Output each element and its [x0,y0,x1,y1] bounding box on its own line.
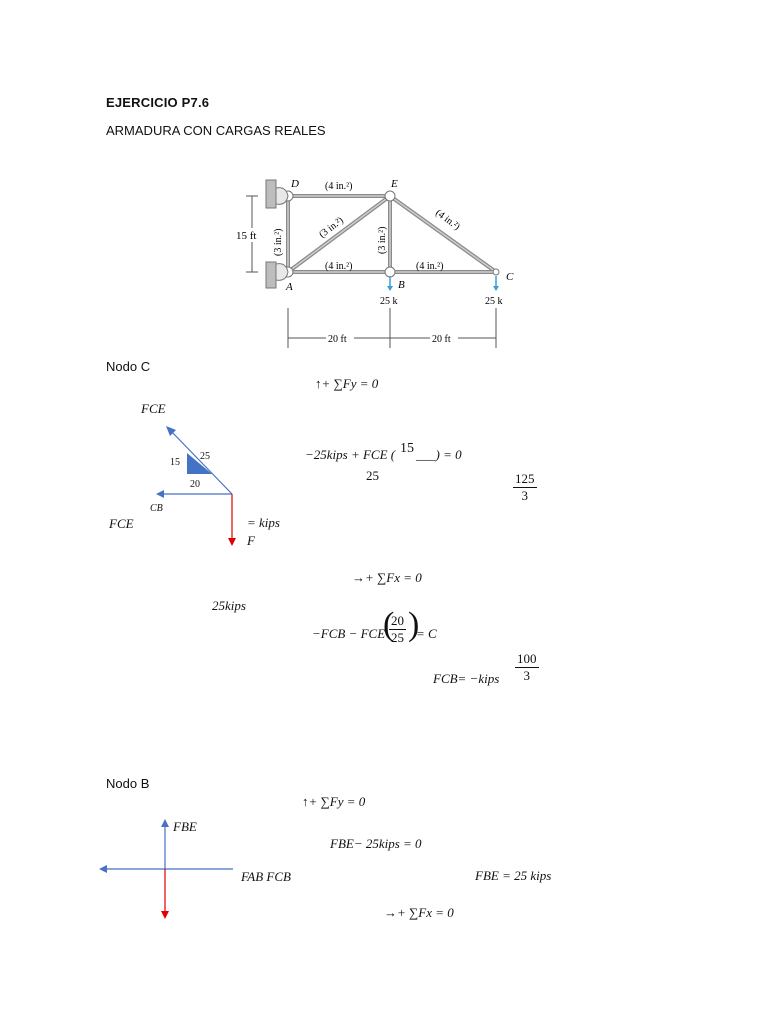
label-fab-fcb: FAB FCB [241,869,291,884]
label-f: F [247,533,255,548]
result-b-1: FBE = 25 kips [475,868,552,883]
equation-2-right: = C [416,626,437,641]
free-body-diagram-b [95,815,245,925]
height-dimension-label: 15 ft [236,230,257,242]
result-2-left: FCB= −kips [433,671,500,686]
equation-sum-fx-c: →+ ∑Fx = 0 [352,570,422,585]
area-label-BC: (4 in.²) [416,261,444,272]
result-2-fraction [515,651,539,684]
node-label-E: E [391,178,398,190]
label-cb: CB [150,503,163,514]
area-label-EB: (3 in.²) [377,226,388,254]
joint-B [385,267,395,277]
equation-2-fraction [389,613,406,646]
equation-2-left: −FCB − FCE [312,626,386,641]
joint-C [493,269,499,275]
equation-1-left: −25kips + FCE ( [305,447,396,462]
node-label-D: D [291,178,299,190]
section-label-nodo-b: Nodo B [106,776,150,791]
label-fce-top: FCE [141,401,166,416]
equation-sum-fy-c: ↑+ ∑Fy = 0 [315,376,379,391]
result-1-fraction [513,471,537,504]
area-label-AE: (3 in.²) [317,215,346,241]
equation-b-1: FBE− 25kips = 0 [330,836,422,851]
joint-E [385,191,395,201]
equation-1-right: ___) = 0 [416,447,462,462]
node-label-A: A [286,281,293,293]
span-label-2: 20 ft [432,334,451,345]
triangle-side-20: 20 [190,479,200,490]
page-subtitle: ARMADURA CON CARGAS REALES [106,123,326,138]
result-2-numerator: 100 [517,651,537,666]
page-title: EJERCICIO P7.6 [106,95,210,110]
equation-sum-fy-b: ↑+ ∑Fy = 0 [302,794,366,809]
area-label-DA: (3 in.²) [273,228,284,256]
section-label-nodo-c: Nodo C [106,359,151,374]
node-label-B: B [398,279,405,291]
equation-sum-fx-b: →+ ∑Fx = 0 [384,905,454,920]
load-label-C: 25 k [485,296,503,307]
triangle-side-15: 15 [170,457,180,468]
support-wall-top [266,180,276,208]
load-label-B: 25 k [380,296,398,307]
result-2-denominator: 3 [523,668,530,683]
node-label-C: C [506,271,514,283]
span-label-1: 20 ft [328,334,347,345]
area-label-DE: (4 in.²) [325,181,353,192]
equation-1-numerator: 15 [400,441,414,456]
equation-2-numerator: 20 [391,613,404,628]
label-25kips: 25kips [212,598,246,613]
area-label-AB: (4 in.²) [325,261,353,272]
result-1-numerator: 125 [515,471,535,486]
equation-1-denominator: 25 [366,468,379,483]
result-1-denominator: 3 [521,488,528,503]
support-wall-bottom [266,262,276,288]
label-equals-kips: = kips [247,515,280,530]
equation-2-denominator: 25 [391,630,404,645]
triangle-side-25: 25 [200,451,210,462]
label-fbe: FBE [173,819,197,834]
truss-diagram [230,172,520,354]
label-fce-left: FCE [109,516,134,531]
area-label-EC: (4 in.²) [433,207,462,233]
